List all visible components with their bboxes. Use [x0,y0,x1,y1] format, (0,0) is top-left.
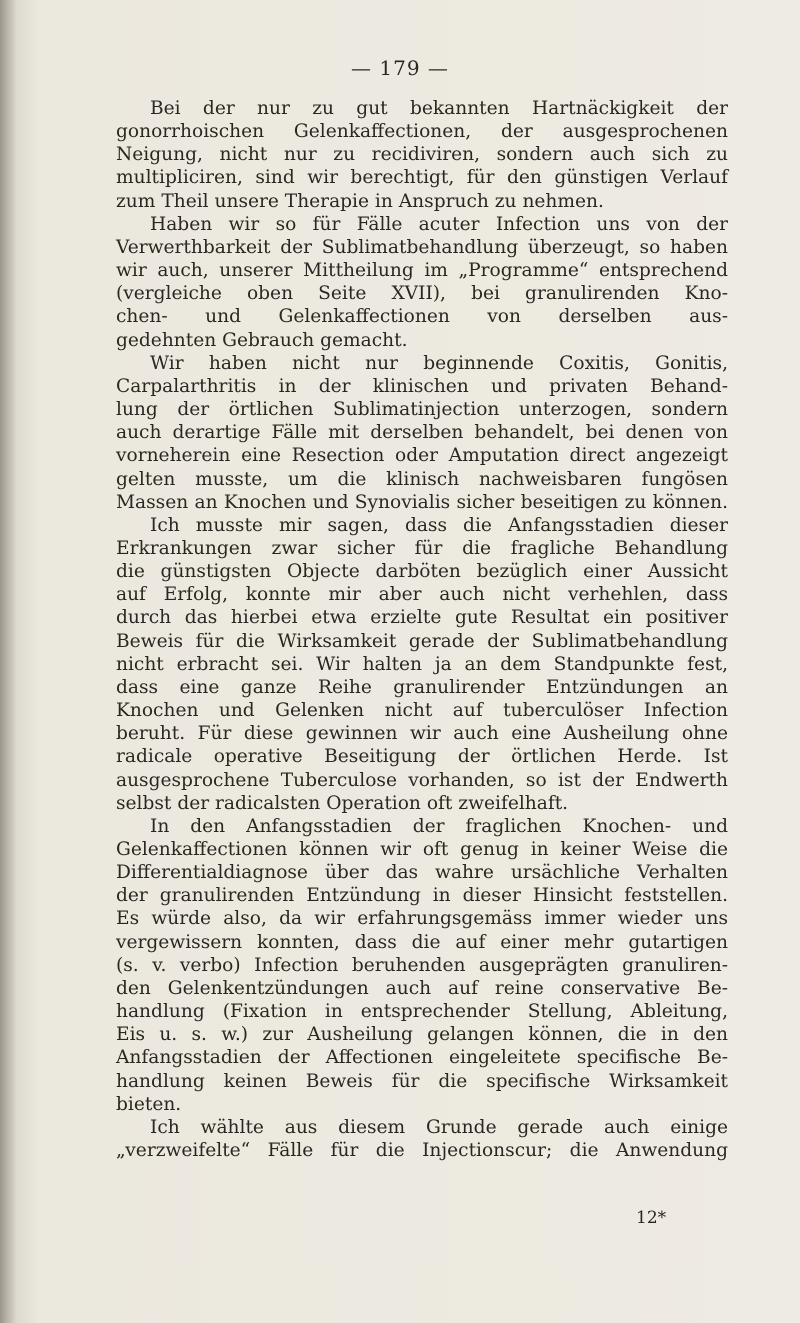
text-line: vergewissern konnten, dass die auf einer mehr gutartigen [116,931,728,953]
text-line: Knochen und Gelenken nicht auf tuberculöser Infection [116,700,728,722]
text-line: Gelenkaffectionen können wir oft genug in keiner Weise die [116,839,728,860]
text-line: Ich musste mir sagen, dass die Anfangsstadien dieser [150,514,728,536]
text-line: selbst der radicalsten Operation oft zweifelhaft. [116,792,569,814]
text-line: lung der örtlichen Sublimatinjection unterzogen, sondern [116,399,728,421]
signature-mark: 12* [636,1208,667,1228]
page-spine-shadow [0,0,16,1323]
text-line: (vergleiche oben Seite XVII), bei granulirenden Kno- [116,283,728,305]
text-line: Neigung, nicht nur zu recidiviren, sondern auch sich zu [116,144,728,166]
text-line: gelten musste, um die klinisch nachweisbaren fungösen [116,468,728,490]
text-line: Anfangsstadien der Affectionen eingeleitete specifische Be- [116,1047,728,1069]
page-header: — 179 — [351,56,449,80]
text-line: Es würde also, da wir erfahrungsgemäss immer wieder uns [116,908,728,930]
text-line: Verwerthbarkeit der Sublimatbehandlung überzeugt, so haben [116,236,728,258]
text-line: „verzweifelte“ Fälle für die Injectionscur; die Anwendung [116,1140,728,1162]
text-line: ausgesprochene Tuberculose vorhanden, so ist der Endwerth [116,769,728,791]
text-line: der granulirenden Entzündung in dieser Hinsicht feststellen. [116,885,728,907]
text-line: die günstigsten Objecte darböten bezüglich einer Aussicht [116,561,728,583]
text-line: Haben wir so für Fälle acuter Infection uns von der [150,213,728,235]
text-line: Ich wählte aus diesem Grunde gerade auch einige [150,1116,728,1138]
text-line: Carpalarthritis in der klinischen und privaten Behand- [116,375,728,397]
text-line: nicht erbracht sei. Wir halten ja an dem Standpunkte fest, [116,653,728,675]
text-line: Differentialdiagnose über das wahre ursächliche Verhalten [116,862,728,884]
text-line: Massen an Knochen und Synovialis sicher beseitigen zu können. [116,491,728,513]
text-line: auf Erfolg, konnte mir aber auch nicht verhehlen, dass [116,584,728,606]
text-line: handlung (Fixation in entsprechender Stellung, Ableitung, [116,1001,728,1023]
text-line: den Gelenkentzündungen auch auf reine conservative Be- [116,977,728,999]
text-line: Eis u. s. w.) zur Ausheilung gelangen können, die in den [116,1024,728,1046]
text-line: bieten. [116,1093,182,1115]
text-line: Wir haben nicht nur beginnende Coxitis, Gonitis, [150,352,728,374]
text-line: (s. v. verbo) Infection beruhenden ausgeprägten granuliren- [116,954,728,976]
text-line: beruht. Für diese gewinnen wir auch eine Ausheilung ohne [116,723,728,745]
body-text [116,97,728,1162]
text-line: multipliciren, sind wir berechtigt, für den günstigen Verlauf [116,167,728,189]
text-line: vorneherein eine Resection oder Amputation direct angezeigt [116,445,728,467]
text-line: dass eine ganze Reihe granulirender Entzündungen an [116,676,728,698]
text-line: radicale operative Beseitigung der örtlichen Herde. Ist [116,746,728,768]
text-line: In den Anfangsstadien der fraglichen Knochen- und [150,815,728,837]
text-line: Beweis für die Wirksamkeit gerade der Sublimatbehandlung [116,630,728,652]
text-line: auch derartige Fälle mit derselben behandelt, bei denen von [116,422,728,444]
text-line: wir auch, unserer Mittheilung im „Programme“ entsprechend [116,260,728,282]
text-line: chen- und Gelenkaffectionen von derselben aus- [116,306,728,328]
text-line: gonorrhoischen Gelenkaffectionen, der ausgesprochenen [116,121,728,143]
text-line: zum Theil unsere Therapie in Anspruch zu nehmen. [116,190,604,212]
text-line: handlung keinen Beweis für die specifische Wirksamkeit [116,1070,728,1092]
text-line: Bei der nur zu gut bekannten Hartnäckigkeit der [150,98,728,119]
text-line: Erkrankungen zwar sicher für die fragliche Behandlung [116,537,728,559]
text-line: gedehnten Gebrauch gemacht. [116,329,408,351]
text-line: durch das hierbei etwa erzielte gute Resultat ein positiver [116,607,728,629]
